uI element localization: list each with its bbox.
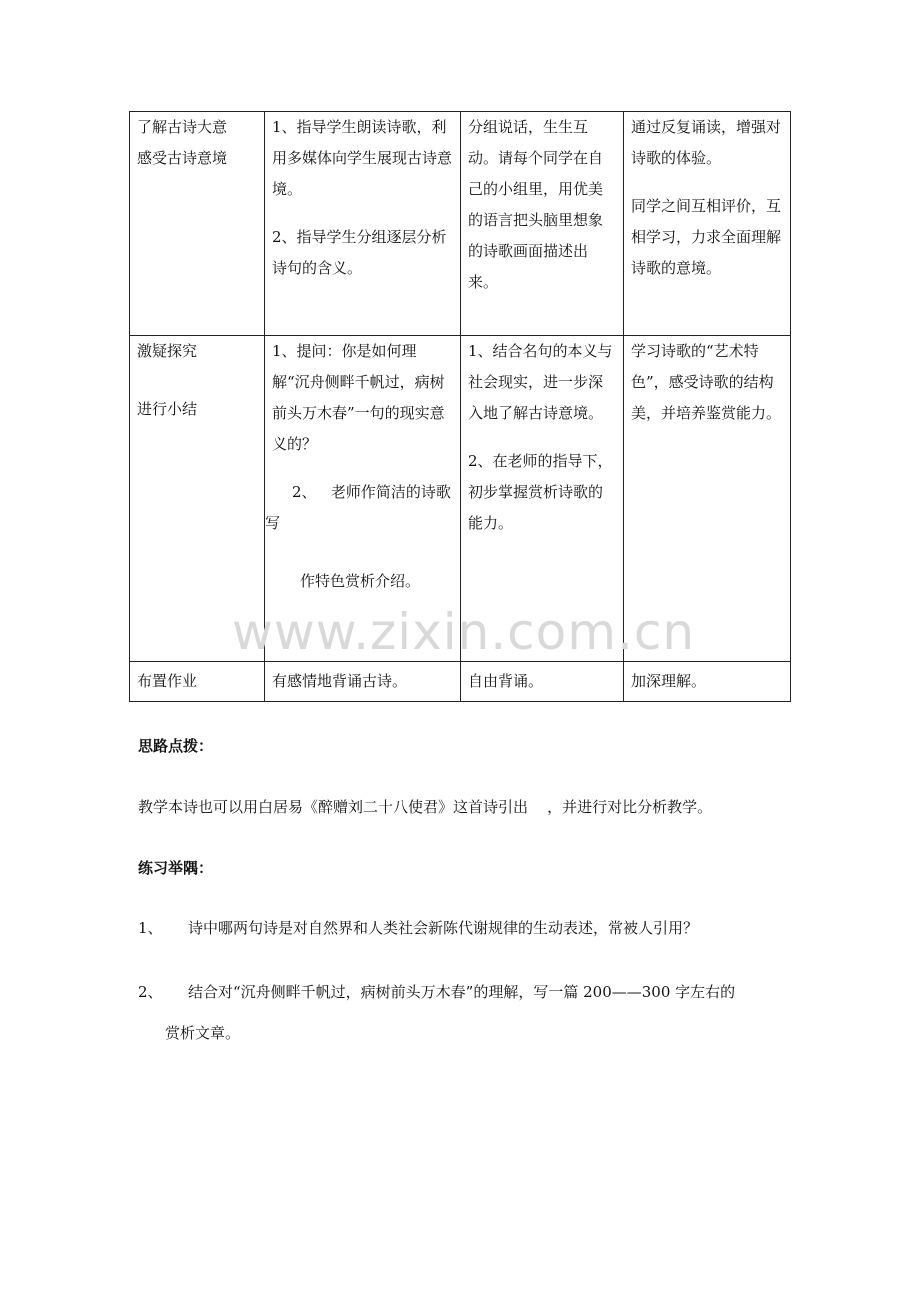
list-text: 诗中哪两句诗是对自然界和人类社会新陈代谢规律的生动表述，常被人引用？ bbox=[188, 919, 699, 937]
lesson-plan-table bbox=[129, 111, 791, 702]
table-cell-student bbox=[461, 336, 624, 662]
stage-line: 感受古诗意境 bbox=[137, 149, 228, 167]
table-cell-stage bbox=[130, 112, 265, 336]
table-cell-purpose bbox=[624, 112, 791, 336]
table-cell-stage bbox=[130, 662, 265, 702]
list-text: 结合对“沉舟侧畔千帆过，病树前头万木春”的理解，写一篇 200——300 字左右的 bbox=[188, 983, 736, 1001]
teacher-activity: 有感情地背诵古诗。 bbox=[272, 672, 408, 690]
section-heading: 练习举隅： bbox=[138, 859, 214, 877]
stage-line: 激疑探究 bbox=[137, 342, 198, 360]
list-item bbox=[138, 911, 798, 945]
table-cell-purpose bbox=[624, 336, 791, 662]
student-activity: 1、结合名句的本义与社会现实，进一步深入地了解古诗意境。 bbox=[468, 342, 613, 422]
list-number: 1、 bbox=[138, 919, 163, 937]
teacher-activity: 1、提问：你是如何理解“沉舟侧畔千帆过，病树前头万木春”一句的现实意义的？ bbox=[272, 342, 445, 453]
table-cell-purpose bbox=[624, 662, 791, 702]
design-purpose: 通过反复诵读，增强对诗歌的体验。 bbox=[631, 118, 782, 167]
section-paragraph: 教学本诗也可以用白居易《醉赠刘二十八使君》这首诗引出 ，并进行对比分析教学。 bbox=[138, 798, 713, 816]
table-row bbox=[130, 112, 791, 336]
watermark: www.zixin.com.cn bbox=[232, 603, 696, 661]
design-purpose: 加深理解。 bbox=[631, 672, 707, 690]
stage-line: 了解古诗大意 bbox=[137, 118, 228, 136]
teacher-activity: 作特色赏析介绍。 bbox=[300, 572, 421, 590]
table-row bbox=[130, 662, 791, 702]
student-activity: 自由背诵。 bbox=[468, 672, 544, 690]
table-cell-student bbox=[461, 662, 624, 702]
design-purpose: 学习诗歌的“艺术特色”，感受诗歌的结构美，并培养鉴赏能力。 bbox=[631, 342, 782, 422]
student-activity: 分组说话，生生互动。请每个同学在自己的小组里，用优美的语言把头脑里想象的诗歌画面描述出来。 bbox=[468, 118, 604, 291]
table-cell-teacher bbox=[265, 336, 461, 662]
list-item-continuation: 赏析文章。 bbox=[165, 1024, 241, 1042]
stage-line: 布置作业 bbox=[137, 672, 198, 690]
list-item bbox=[138, 975, 798, 1009]
table-cell-teacher bbox=[265, 112, 461, 336]
teacher-activity: 2、指导学生分组逐层分析诗句的含义。 bbox=[272, 228, 447, 277]
table-cell-student bbox=[461, 112, 624, 336]
table-cell-teacher bbox=[265, 662, 461, 702]
teacher-activity: 2、 老师作简洁的诗歌 bbox=[292, 483, 451, 501]
table-cell-stage bbox=[130, 336, 265, 662]
design-purpose: 同学之间互相评价，互相学习，力求全面理解诗歌的意境。 bbox=[631, 197, 782, 277]
stage-line: 进行小结 bbox=[137, 400, 198, 418]
teacher-activity: 写 bbox=[265, 514, 281, 532]
teacher-activity: 1、指导学生朗读诗歌，利用多媒体向学生展现古诗意境。 bbox=[272, 118, 453, 198]
table-row bbox=[130, 336, 791, 662]
student-activity: 2、在老师的指导下，初步掌握赏析诗歌的能力。 bbox=[468, 452, 613, 532]
list-number: 2、 bbox=[138, 983, 163, 1001]
section-heading: 思路点拨： bbox=[138, 737, 214, 755]
